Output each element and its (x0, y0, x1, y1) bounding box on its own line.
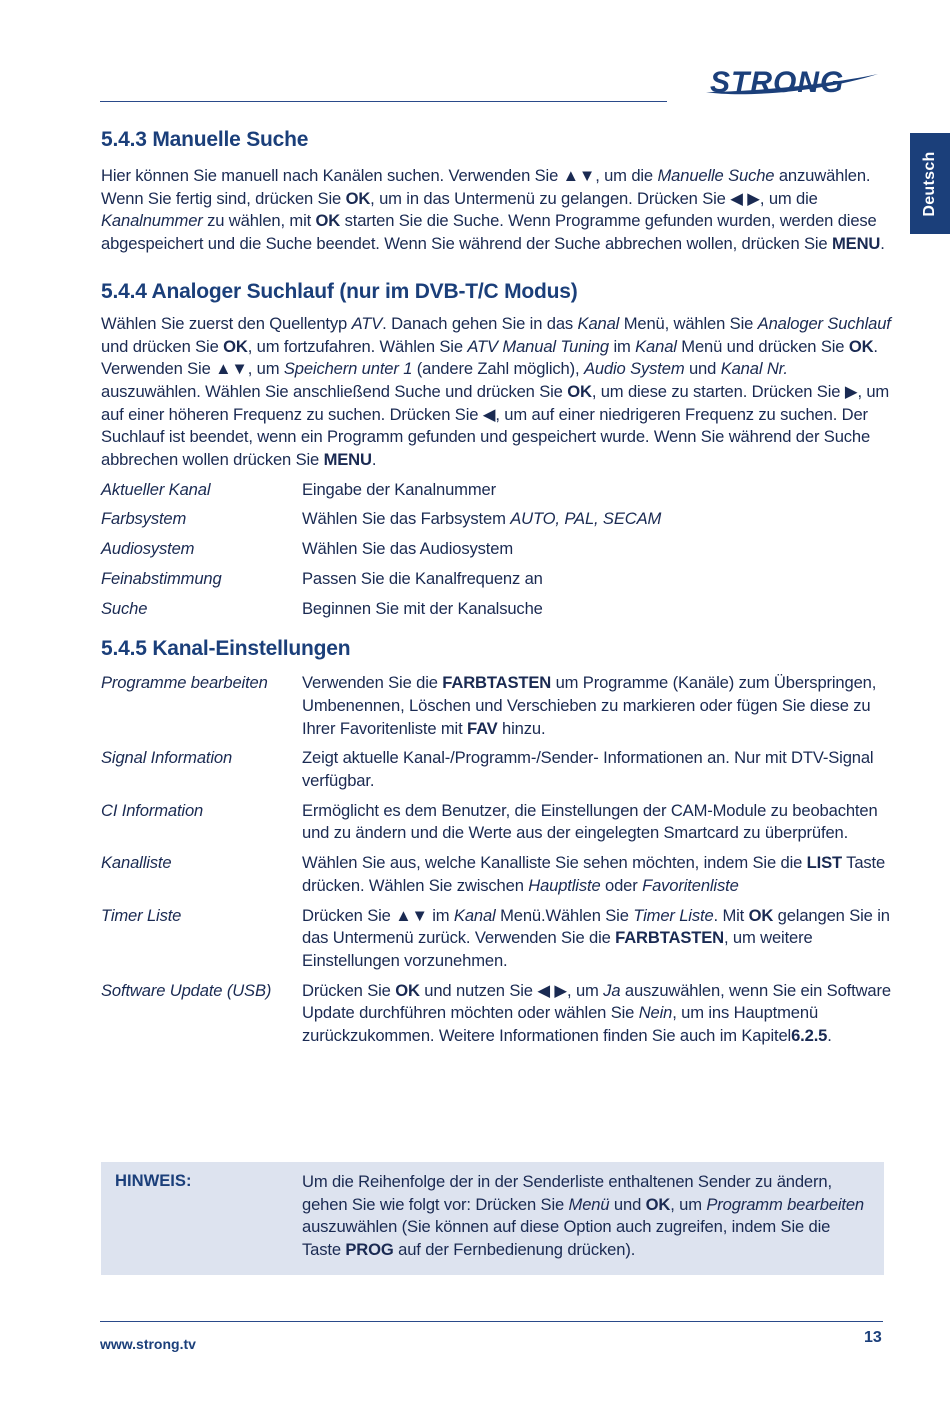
definition-term: Aktueller Kanal (101, 479, 211, 499)
definition-desc: Wählen Sie aus, welche Kanalliste Sie sehen möchten, indem Sie die LIST Taste drücken. Wählen Sie zwischen Hauptliste oder Favoritenliste (302, 853, 886, 895)
definition-row (101, 800, 891, 845)
definition-desc: Wählen Sie das Audiosystem (302, 539, 514, 559)
section-title: 5.4.5 Kanal-Einstellungen (101, 637, 351, 661)
footer-url[interactable]: www.strong.tv (100, 1336, 196, 1352)
definition-desc: Eingabe der Kanalnummer (302, 479, 496, 499)
definition-row (101, 508, 891, 531)
definition-desc: Wählen Sie das Farbsystem AUTO, PAL, SECAM (302, 509, 662, 529)
logo-text: STRONG (710, 66, 845, 99)
definition-row (101, 479, 891, 502)
definition-desc: Drücken Sie OK und nutzen Sie ◀ ▶, um Ja auszuwählen, wenn Sie ein Software Update durchführen möchten oder wählen Sie Nein, um ins Hauptmenü zurückzukommen. Weitere Informationen finden Sie auch im Kapitel6.2.5. (302, 980, 891, 1046)
section-kanal-einstellungen (101, 637, 891, 1048)
definition-row (101, 747, 891, 792)
definition-term: Timer Liste (101, 905, 182, 925)
definition-term: Kanalliste (101, 853, 172, 873)
up-down-arrows-icon: ▲▼ (395, 905, 428, 925)
definition-desc: Drücken Sie ▲▼ im Kanal Menü.Wählen Sie Timer Liste. Mit OK gelangen Sie in das Untermenü zurück. Verwenden Sie die FARBTASTEN, um weitere Einstellungen vorzunehmen. (302, 905, 890, 970)
definition-row (101, 598, 891, 621)
definition-term: Farbsystem (101, 509, 187, 529)
section-paragraph: Hier können Sie manuell nach Kanälen suchen. Verwenden Sie ▲▼, um die Manuelle Suche anzuwählen. Wenn Sie fertig sind, drücken Sie OK, um in das Untermenü zu gelangen. Drücken Sie ◀ ▶, um die Kanalnummer zu wählen, mit OK starten Sie die Suche. Wenn Programme gefunden wurden, werden diese abgespeichert und die Suche beendet. Wenn Sie während der Suche abbrechen wollen, drücken Sie MENU. (101, 166, 885, 254)
definition-row (101, 905, 891, 973)
up-down-arrows-icon: ▲▼ (215, 359, 248, 379)
definition-row (101, 538, 891, 561)
section-paragraph: Wählen Sie zuerst den Quellentyp ATV. Danach gehen Sie in das Kanal Menü, wählen Sie Analoger Suchlauf und drücken Sie OK, um fortzufahren. Wählen Sie ATV Manual Tuning im Kanal Menü und drücken Sie OK. Verwenden Sie ▲▼, um Speichern unter 1 (andere Zahl möglich), Audio System und Kanal Nr. auszuwählen. Wählen Sie anschließend Suche und drücken Sie OK, um diese zu starten. Drücken Sie ▶, um auf einer höheren Frequenz zu suchen. Drücken Sie ◀, um auf einer niedrigeren Frequenz zu suchen. Der Suchlauf ist beendet, wenn ein Programm gefunden und gespeichert wurde. Wenn Sie während der Suche abbrechen wollen drücken Sie MENU. (101, 313, 891, 470)
definition-desc: Passen Sie die Kanalfrequenz an (302, 568, 543, 588)
definition-term: Audiosystem (101, 539, 195, 559)
note-box (101, 1162, 884, 1275)
definition-term: Suche (101, 598, 148, 618)
strong-logo (702, 62, 882, 102)
footer-rule (100, 1321, 883, 1322)
definition-list (101, 479, 891, 621)
definition-term: CI Information (101, 800, 204, 820)
section-manuelle-suche (101, 128, 891, 256)
page-number: 13 (864, 1329, 882, 1346)
page-content (101, 128, 891, 1055)
definition-desc: Beginnen Sie mit der Kanalsuche (302, 598, 543, 618)
note-text: Um die Reihenfolge der in der Senderliste enthaltenen Sender zu ändern, gehen Sie wie folgt vor: Drücken Sie Menü und OK, um Programm bearbeiten auszuwählen (Sie können auf diese Option auch zugreifen, indem Sie die Taste PROG auf der Fernbedienung drücken). (302, 1172, 865, 1260)
definition-term: Feinabstimmung (101, 568, 222, 588)
definition-term: Programme bearbeiten (101, 673, 268, 693)
left-right-arrows-icon: ◀ ▶ (537, 980, 568, 1000)
left-right-arrows-icon: ◀ ▶ (730, 188, 760, 208)
language-tab-label: Deutsch (921, 150, 938, 217)
section-analoger-suchlauf (101, 280, 891, 620)
definition-row (101, 980, 891, 1048)
left-arrow-icon: ◀ (482, 404, 496, 424)
note-label: HINWEIS: (115, 1171, 192, 1190)
definition-row (101, 568, 891, 591)
definition-row (101, 672, 891, 740)
definition-desc: Verwenden Sie die FARBTASTEN um Programme (Kanäle) zum Überspringen, Umbenennen, Löschen und Verschieben zu markieren oder fügen Sie diese zu Ihrer Favoritenliste mit FAV hinzu. (302, 673, 877, 738)
definition-list (101, 672, 891, 1048)
definition-desc: Zeigt aktuelle Kanal-/Programm-/Sender- Informationen an. Nur mit DTV-Signal verfügbar. (302, 748, 874, 791)
section-title: 5.4.4 Analoger Suchlauf (nur im DVB-T/C Modus) (101, 279, 578, 303)
section-title: 5.4.3 Manuelle Suche (101, 128, 309, 151)
language-tab (910, 133, 950, 234)
definition-term: Signal Information (101, 748, 233, 768)
definition-term: Software Update (USB) (101, 980, 272, 1000)
up-down-arrows-icon: ▲▼ (562, 166, 596, 185)
right-arrow-icon: ▶ (844, 381, 858, 401)
definition-desc: Ermöglicht es dem Benutzer, die Einstellungen der CAM-Module zu beobachten und zu ändern und die Werte aus der eingelegten Smartcard zu überprüfen. (302, 800, 878, 843)
definition-row (101, 852, 891, 897)
header-rule (100, 101, 667, 102)
